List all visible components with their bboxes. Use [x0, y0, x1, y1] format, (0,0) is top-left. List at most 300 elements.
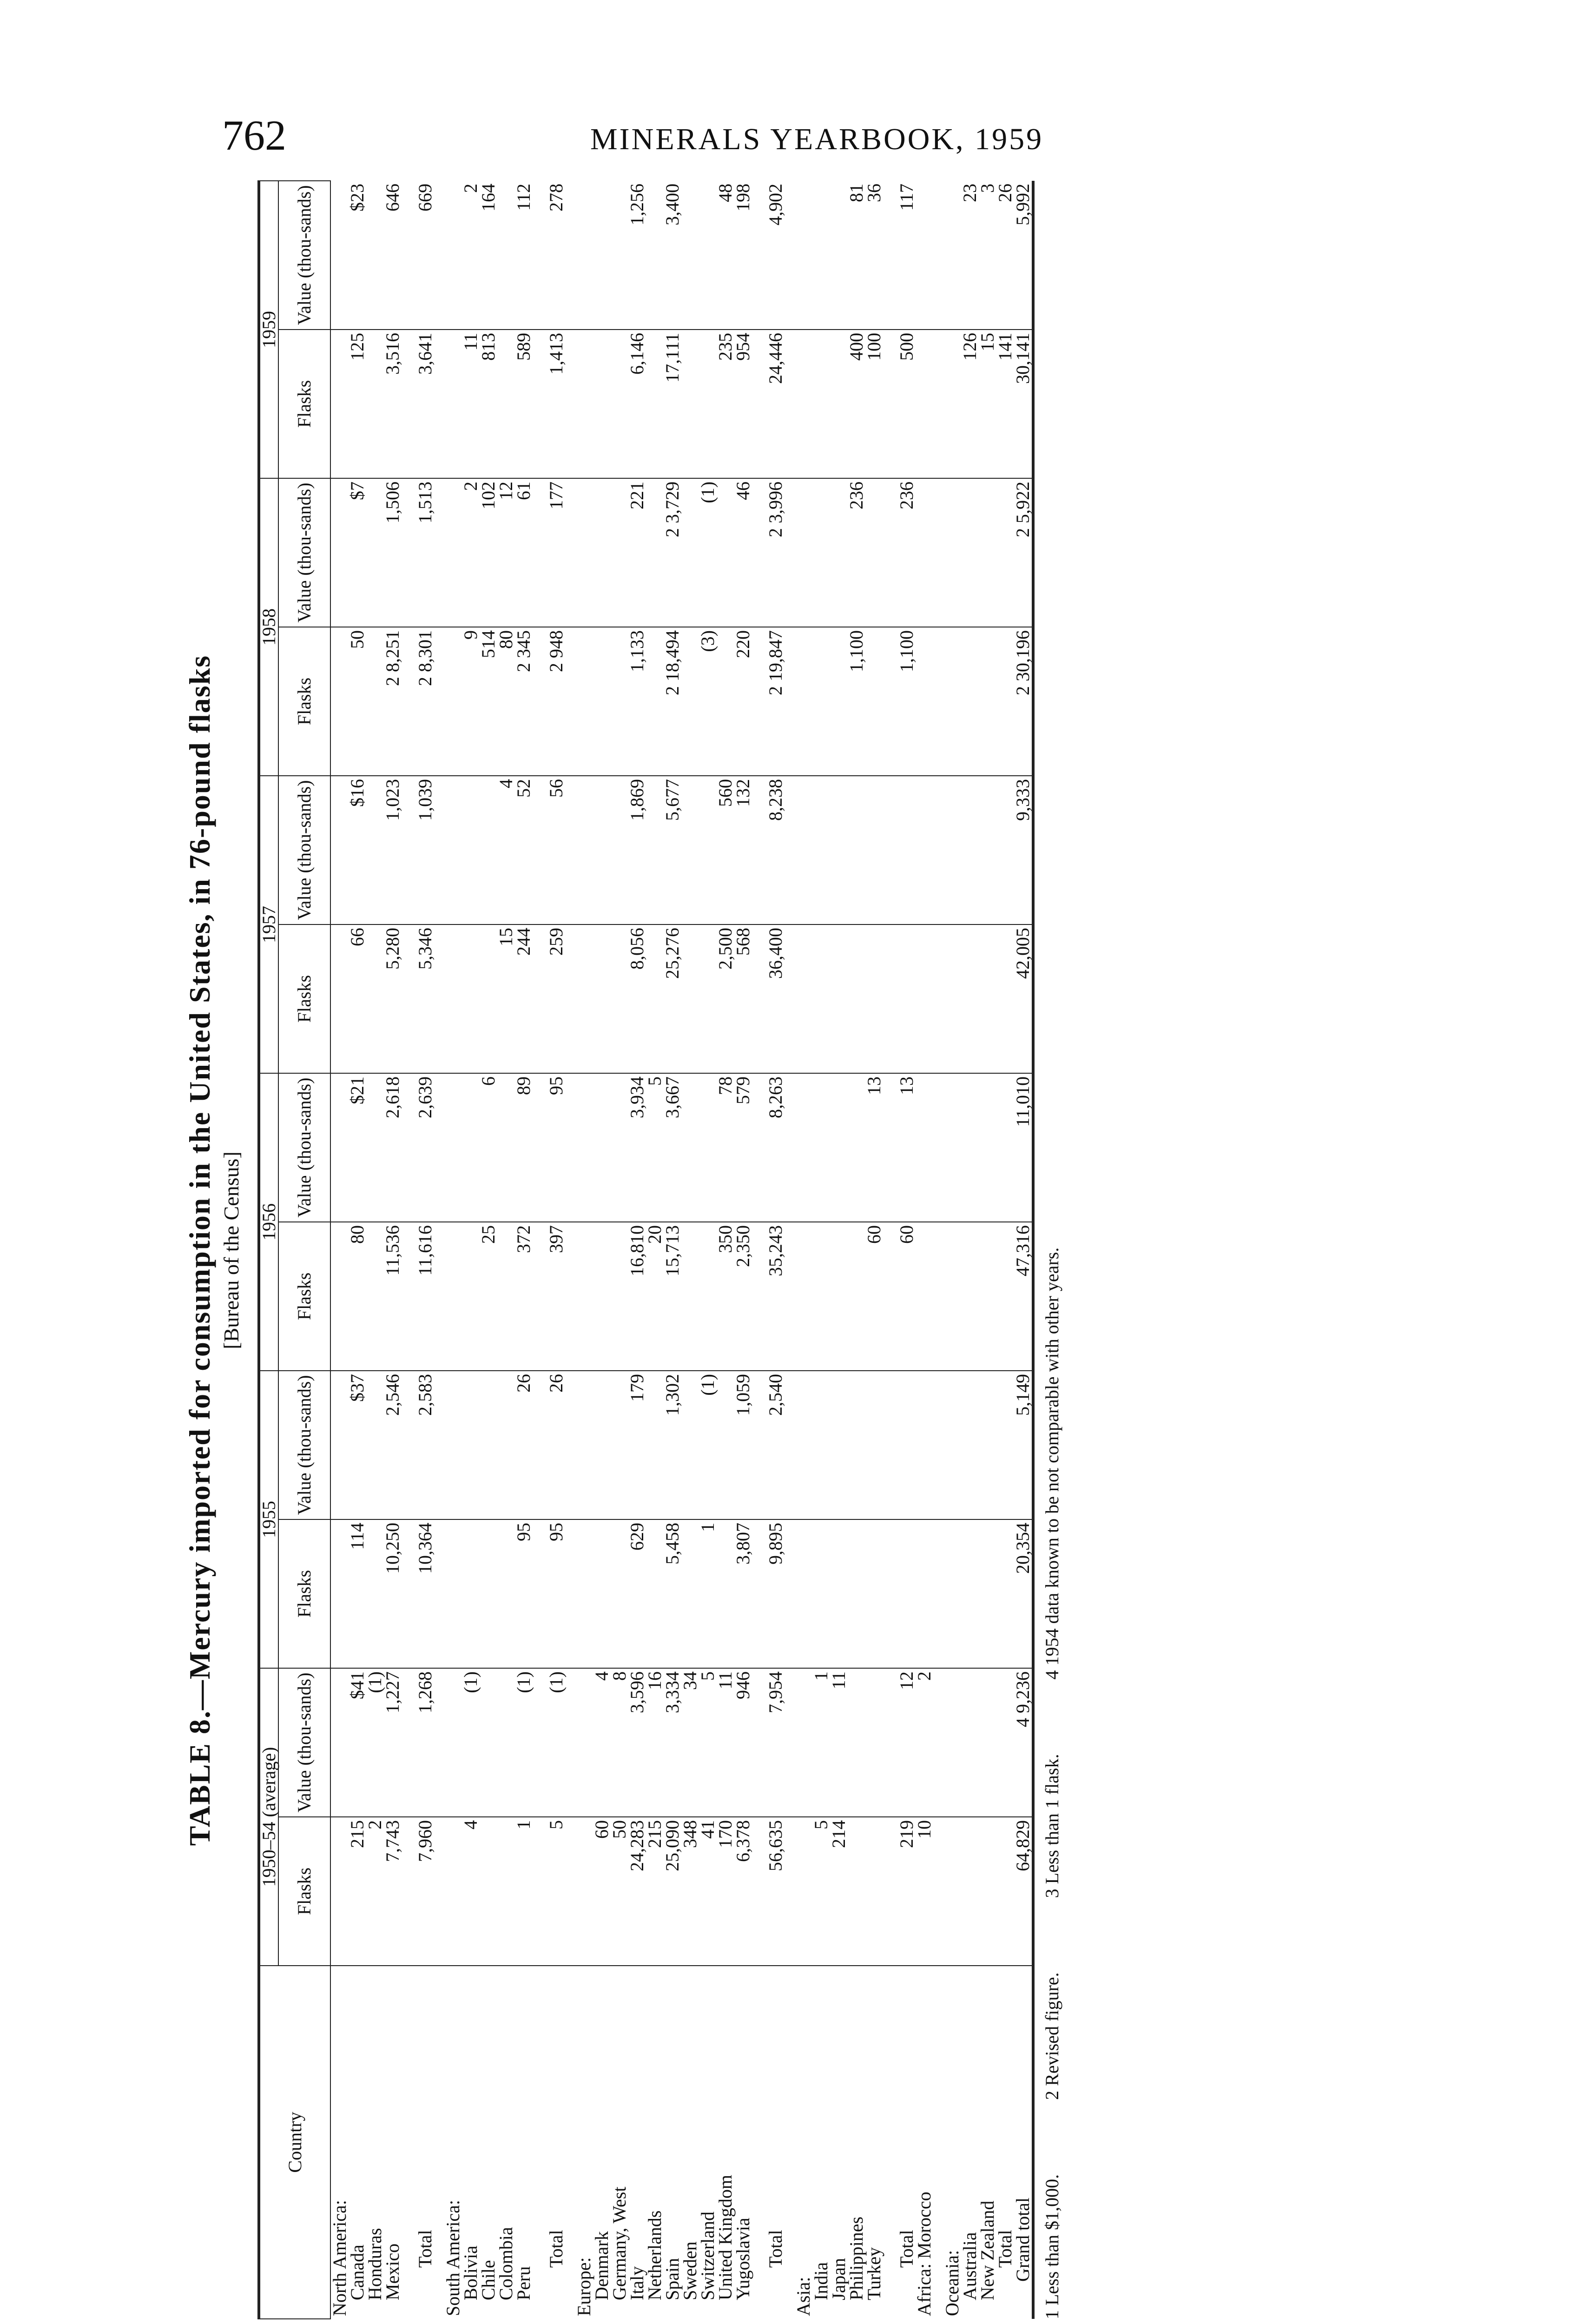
value-cell	[752, 1371, 762, 1519]
value-cell	[402, 1668, 412, 1817]
flasks-cell	[830, 627, 848, 776]
flasks-cell	[795, 1519, 812, 1668]
value-cell: (1)	[462, 1668, 480, 1817]
value-cell: 2	[916, 1668, 933, 1817]
table-row	[611, 181, 628, 2319]
flasks-cell	[402, 330, 412, 478]
flasks-cell	[979, 924, 996, 1073]
flasks-cell	[812, 1222, 830, 1371]
value-cell	[533, 776, 543, 924]
value-cell	[497, 181, 515, 330]
value-cell	[933, 181, 943, 330]
flasks-cell: 2 18,494	[664, 627, 681, 776]
value-cell: 560	[717, 776, 734, 924]
country-label: Total	[896, 2230, 917, 2268]
table-row	[1014, 181, 1033, 2319]
flasks-cell	[996, 1222, 1014, 1371]
value-cell	[933, 776, 943, 924]
country-label: South America:	[442, 2200, 463, 2316]
flasks-cell: 2,500	[717, 924, 734, 1073]
flasks-cell	[933, 1519, 943, 1668]
flasks-cell	[784, 1519, 795, 1668]
flasks-cell	[565, 924, 575, 1073]
flasks-cell	[830, 924, 848, 1073]
value-cell	[533, 478, 543, 627]
flasks-cell	[752, 330, 762, 478]
flasks-cell	[366, 627, 384, 776]
value-cell	[366, 181, 384, 330]
value-cell	[848, 1371, 865, 1519]
value-cell: 78	[717, 1073, 734, 1222]
footnote: 3 Less than 1 flask.	[1042, 1754, 1062, 1898]
value-header: Value (thou-sands)	[278, 478, 330, 627]
value-cell	[943, 1371, 961, 1519]
table-row	[497, 181, 515, 2319]
value-cell: 3,934	[628, 1073, 646, 1222]
value-cell: 95	[543, 1073, 565, 1222]
value-cell	[462, 1073, 480, 1222]
flasks-cell: 42,005	[1014, 924, 1033, 1073]
flasks-cell	[996, 1519, 1014, 1668]
value-cell	[812, 1371, 830, 1519]
value-cell	[979, 776, 996, 924]
flasks-cell: 15,713	[664, 1222, 681, 1371]
flasks-cell: 5,280	[384, 924, 402, 1073]
flasks-cell	[893, 924, 916, 1073]
value-cell	[883, 1371, 893, 1519]
value-cell: 4	[497, 776, 515, 924]
table-row	[462, 181, 480, 2319]
flasks-cell	[943, 330, 961, 478]
flasks-cell: 5,346	[412, 924, 434, 1073]
flasks-cell	[533, 627, 543, 776]
flasks-cell	[497, 1817, 515, 1966]
flasks-cell: 7,743	[384, 1817, 402, 1966]
table-row	[933, 181, 943, 2319]
country-label: Bolivia	[460, 2245, 481, 2300]
value-cell	[752, 478, 762, 627]
value-cell: 221	[628, 478, 646, 627]
value-cell: (1)	[515, 1668, 533, 1817]
table-row	[565, 181, 575, 2319]
flasks-cell	[593, 1222, 611, 1371]
table-row	[384, 181, 402, 2319]
flasks-cell	[943, 1519, 961, 1668]
flasks-cell	[933, 1817, 943, 1966]
value-cell: $7	[349, 478, 366, 627]
value-cell	[916, 181, 933, 330]
flasks-cell: 219	[893, 1817, 916, 1966]
flasks-cell: 25,090	[664, 1817, 681, 1966]
flasks-cell	[462, 1222, 480, 1371]
country-label: Total	[995, 2230, 1015, 2268]
flasks-cell: 11,616	[412, 1222, 434, 1371]
flasks-cell: 1	[515, 1817, 533, 1966]
value-cell	[893, 776, 916, 924]
flasks-cell	[830, 1519, 848, 1668]
country-label: Chile	[478, 2260, 499, 2300]
value-cell	[575, 478, 593, 627]
flasks-cell: 1,133	[628, 627, 646, 776]
country-label: Netherlands	[644, 2210, 665, 2300]
flasks-cell	[575, 1817, 593, 1966]
flasks-cell	[865, 924, 883, 1073]
flasks-cell: 50	[611, 1817, 628, 1966]
value-cell	[933, 1371, 943, 1519]
flasks-cell	[784, 1222, 795, 1371]
value-cell: (1)	[366, 1668, 384, 1817]
value-cell	[784, 1073, 795, 1222]
flasks-cell	[480, 1519, 497, 1668]
flasks-cell: 100	[865, 330, 883, 478]
value-cell	[784, 1668, 795, 1817]
value-cell	[933, 1073, 943, 1222]
value-cell	[646, 776, 664, 924]
flasks-cell	[699, 330, 717, 478]
footnote: 1 Less than $1,000.	[1042, 2174, 1062, 2319]
flasks-cell: 47,316	[1014, 1222, 1033, 1371]
value-cell: 11	[830, 1668, 848, 1817]
country-label: Oceania:	[942, 2250, 962, 2316]
flasks-cell: 60	[593, 1817, 611, 1966]
mercury-imports-table	[257, 180, 1035, 2319]
value-cell: 1,059	[734, 1371, 752, 1519]
country-label: Spain	[662, 2258, 683, 2300]
value-cell	[961, 1668, 979, 1817]
flasks-cell	[480, 924, 497, 1073]
value-cell	[444, 776, 462, 924]
flasks-cell: 400	[848, 330, 865, 478]
value-cell: 8,263	[762, 1073, 784, 1222]
value-cell: 81	[848, 181, 865, 330]
value-cell	[865, 1668, 883, 1817]
year-header: 1950–54 (average)	[259, 1668, 278, 1966]
value-cell	[681, 1371, 699, 1519]
flasks-cell	[611, 1222, 628, 1371]
value-cell	[611, 478, 628, 627]
value-cell	[830, 776, 848, 924]
value-cell	[366, 1073, 384, 1222]
value-cell: 7,954	[762, 1668, 784, 1817]
value-cell	[366, 776, 384, 924]
value-cell	[795, 478, 812, 627]
value-cell	[480, 1371, 497, 1519]
value-cell	[784, 478, 795, 627]
country-label	[784, 1966, 795, 2319]
value-cell	[883, 478, 893, 627]
flasks-cell	[565, 330, 575, 478]
flasks-cell	[717, 627, 734, 776]
flasks-cell	[402, 1817, 412, 1966]
flasks-cell	[883, 627, 893, 776]
flasks-cell	[812, 924, 830, 1073]
value-cell	[593, 1371, 611, 1519]
value-cell: 16	[646, 1668, 664, 1817]
value-cell	[848, 1073, 865, 1222]
value-cell	[812, 776, 830, 924]
flasks-cell: 372	[515, 1222, 533, 1371]
table-row	[330, 181, 349, 2319]
flasks-cell	[533, 1519, 543, 1668]
flasks-cell	[533, 924, 543, 1073]
flasks-cell	[330, 1519, 349, 1668]
flasks-cell	[848, 924, 865, 1073]
flasks-cell: 114	[349, 1519, 366, 1668]
table-row	[444, 181, 462, 2319]
flasks-cell: 397	[543, 1222, 565, 1371]
value-cell: 1,506	[384, 478, 402, 627]
value-cell	[575, 1668, 593, 1817]
value-cell	[330, 1371, 349, 1519]
value-cell	[593, 776, 611, 924]
table-row	[593, 181, 611, 2319]
flasks-cell	[916, 924, 933, 1073]
country-label	[752, 1966, 762, 2319]
flasks-cell: 235	[717, 330, 734, 478]
flasks-cell: 2 948	[543, 627, 565, 776]
value-cell: 2,540	[762, 1371, 784, 1519]
value-cell	[366, 478, 384, 627]
flasks-cell	[565, 627, 575, 776]
flasks-cell: 1,100	[848, 627, 865, 776]
table-row	[865, 181, 883, 2319]
value-cell	[933, 478, 943, 627]
flasks-cell	[681, 1222, 699, 1371]
flasks-cell	[883, 1519, 893, 1668]
value-cell	[848, 776, 865, 924]
flasks-cell	[444, 1519, 462, 1668]
value-cell	[533, 1073, 543, 1222]
flasks-cell	[961, 1519, 979, 1668]
flasks-cell	[593, 330, 611, 478]
value-cell	[480, 1668, 497, 1817]
flasks-cell	[444, 1222, 462, 1371]
value-cell: 3,667	[664, 1073, 681, 1222]
flasks-cell	[575, 1519, 593, 1668]
value-cell: 4 9,236	[1014, 1668, 1033, 1817]
table-row	[480, 181, 497, 2319]
flasks-cell: 30,141	[1014, 330, 1033, 478]
value-cell	[979, 1371, 996, 1519]
flasks-cell: 64,829	[1014, 1817, 1033, 1966]
value-cell: 13	[865, 1073, 883, 1222]
value-cell	[979, 478, 996, 627]
flasks-cell	[462, 1519, 480, 1668]
flasks-cell	[402, 1519, 412, 1668]
value-cell: 112	[515, 181, 533, 330]
value-header: Value (thou-sands)	[278, 1668, 330, 1817]
value-cell: 646	[384, 181, 402, 330]
flasks-cell	[961, 1222, 979, 1371]
flasks-cell	[681, 924, 699, 1073]
value-cell	[893, 1371, 916, 1519]
value-cell	[865, 478, 883, 627]
flasks-cell	[848, 1519, 865, 1668]
flasks-cell: 2 30,196	[1014, 627, 1033, 776]
flasks-cell	[402, 924, 412, 1073]
value-cell	[784, 776, 795, 924]
flasks-cell	[830, 1222, 848, 1371]
value-cell	[434, 1371, 444, 1519]
flasks-cell	[916, 1519, 933, 1668]
value-cell	[916, 776, 933, 924]
value-cell	[462, 1371, 480, 1519]
value-cell: 117	[893, 181, 916, 330]
value-cell	[611, 776, 628, 924]
table-row	[752, 181, 762, 2319]
flasks-cell	[434, 1519, 444, 1668]
flasks-cell	[795, 1817, 812, 1966]
flasks-cell: 10	[916, 1817, 933, 1966]
value-cell	[575, 181, 593, 330]
footnote: 2 Revised figure.	[1042, 1972, 1062, 2100]
value-cell	[681, 776, 699, 924]
value-cell	[943, 181, 961, 330]
flasks-cell: 10,250	[384, 1519, 402, 1668]
country-label: India	[811, 2262, 831, 2300]
flasks-cell: 170	[717, 1817, 734, 1966]
value-cell	[812, 1073, 830, 1222]
value-cell: 12	[893, 1668, 916, 1817]
value-cell: 1,227	[384, 1668, 402, 1817]
flasks-cell: 1	[699, 1519, 717, 1668]
value-cell: 12	[497, 478, 515, 627]
flasks-cell	[961, 1817, 979, 1966]
value-cell	[434, 181, 444, 330]
flasks-cell	[444, 627, 462, 776]
flasks-cell	[593, 924, 611, 1073]
value-cell: 198	[734, 181, 752, 330]
country-label: Switzerland	[697, 2211, 718, 2300]
flasks-cell: 5	[812, 1817, 830, 1966]
flasks-cell	[717, 1519, 734, 1668]
flasks-cell	[848, 1817, 865, 1966]
value-cell	[812, 181, 830, 330]
flasks-cell: 3,641	[412, 330, 434, 478]
value-cell	[699, 181, 717, 330]
table-row	[646, 181, 664, 2319]
value-cell: (1)	[699, 478, 717, 627]
value-cell	[943, 1073, 961, 1222]
value-cell: 48	[717, 181, 734, 330]
flasks-cell	[611, 330, 628, 478]
value-cell: 1,268	[412, 1668, 434, 1817]
value-cell: $37	[349, 1371, 366, 1519]
flasks-cell: 3,516	[384, 330, 402, 478]
value-cell	[699, 776, 717, 924]
value-cell: $16	[349, 776, 366, 924]
flasks-cell	[979, 1222, 996, 1371]
flasks-header: Flasks	[278, 1222, 330, 1371]
value-cell	[916, 478, 933, 627]
flasks-cell	[330, 330, 349, 478]
value-cell	[784, 181, 795, 330]
value-cell: 2,583	[412, 1371, 434, 1519]
value-cell	[575, 776, 593, 924]
value-cell	[933, 1668, 943, 1817]
country-label: Yugoslavia	[732, 2218, 753, 2300]
value-cell: 5	[699, 1668, 717, 1817]
flasks-cell	[752, 1817, 762, 1966]
table-row	[848, 181, 865, 2319]
value-cell	[996, 776, 1014, 924]
flasks-cell	[434, 1817, 444, 1966]
flasks-cell	[681, 1519, 699, 1668]
table-row	[543, 181, 565, 2319]
flasks-cell: 2	[366, 1817, 384, 1966]
value-cell: 102	[480, 478, 497, 627]
value-cell	[795, 181, 812, 330]
value-cell	[444, 1073, 462, 1222]
flasks-cell: 5	[543, 1817, 565, 1966]
flasks-cell	[752, 1519, 762, 1668]
value-header: Value (thou-sands)	[278, 1073, 330, 1222]
flasks-cell: 589	[515, 330, 533, 478]
table-row	[434, 181, 444, 2319]
value-cell	[883, 181, 893, 330]
flasks-cell	[575, 924, 593, 1073]
flasks-cell: 95	[515, 1519, 533, 1668]
flasks-cell	[893, 1519, 916, 1668]
flasks-cell	[943, 627, 961, 776]
value-cell	[565, 478, 575, 627]
country-label: North America:	[329, 2200, 350, 2316]
flasks-cell	[795, 330, 812, 478]
value-cell: (1)	[543, 1668, 565, 1817]
flasks-cell: 350	[717, 1222, 734, 1371]
flasks-cell	[593, 1519, 611, 1668]
flasks-cell: 813	[480, 330, 497, 478]
value-cell: 4	[593, 1668, 611, 1817]
flasks-cell	[611, 1519, 628, 1668]
flasks-cell	[996, 627, 1014, 776]
country-label: Europe:	[574, 2257, 594, 2316]
table-row	[996, 181, 1014, 2319]
footnote: 4 1954 data known to be not comparable with other years.	[1042, 1247, 1062, 1680]
flasks-cell: 11	[462, 330, 480, 478]
value-cell	[883, 776, 893, 924]
flasks-cell: 2 8,301	[412, 627, 434, 776]
value-cell	[434, 776, 444, 924]
value-cell	[943, 776, 961, 924]
value-cell: 2	[462, 181, 480, 330]
flasks-cell	[830, 330, 848, 478]
flasks-cell: 9	[462, 627, 480, 776]
flasks-cell	[575, 330, 593, 478]
flasks-cell	[497, 1519, 515, 1668]
country-label: Germany, West	[609, 2186, 630, 2300]
country-label	[883, 1966, 893, 2319]
value-cell: 1	[812, 1668, 830, 1817]
value-cell	[593, 478, 611, 627]
value-cell	[330, 181, 349, 330]
value-cell	[943, 478, 961, 627]
value-cell	[943, 1668, 961, 1817]
flasks-cell: 5,458	[664, 1519, 681, 1668]
flasks-cell: 1,100	[893, 627, 916, 776]
flasks-cell: 514	[480, 627, 497, 776]
flasks-cell: 25,276	[664, 924, 681, 1073]
flasks-cell	[933, 627, 943, 776]
value-cell	[462, 776, 480, 924]
flasks-cell	[611, 924, 628, 1073]
flasks-cell: 954	[734, 330, 752, 478]
country-label: Total	[546, 2230, 567, 2268]
flasks-cell	[646, 330, 664, 478]
value-cell: 2,618	[384, 1073, 402, 1222]
value-cell	[752, 181, 762, 330]
value-cell	[865, 776, 883, 924]
